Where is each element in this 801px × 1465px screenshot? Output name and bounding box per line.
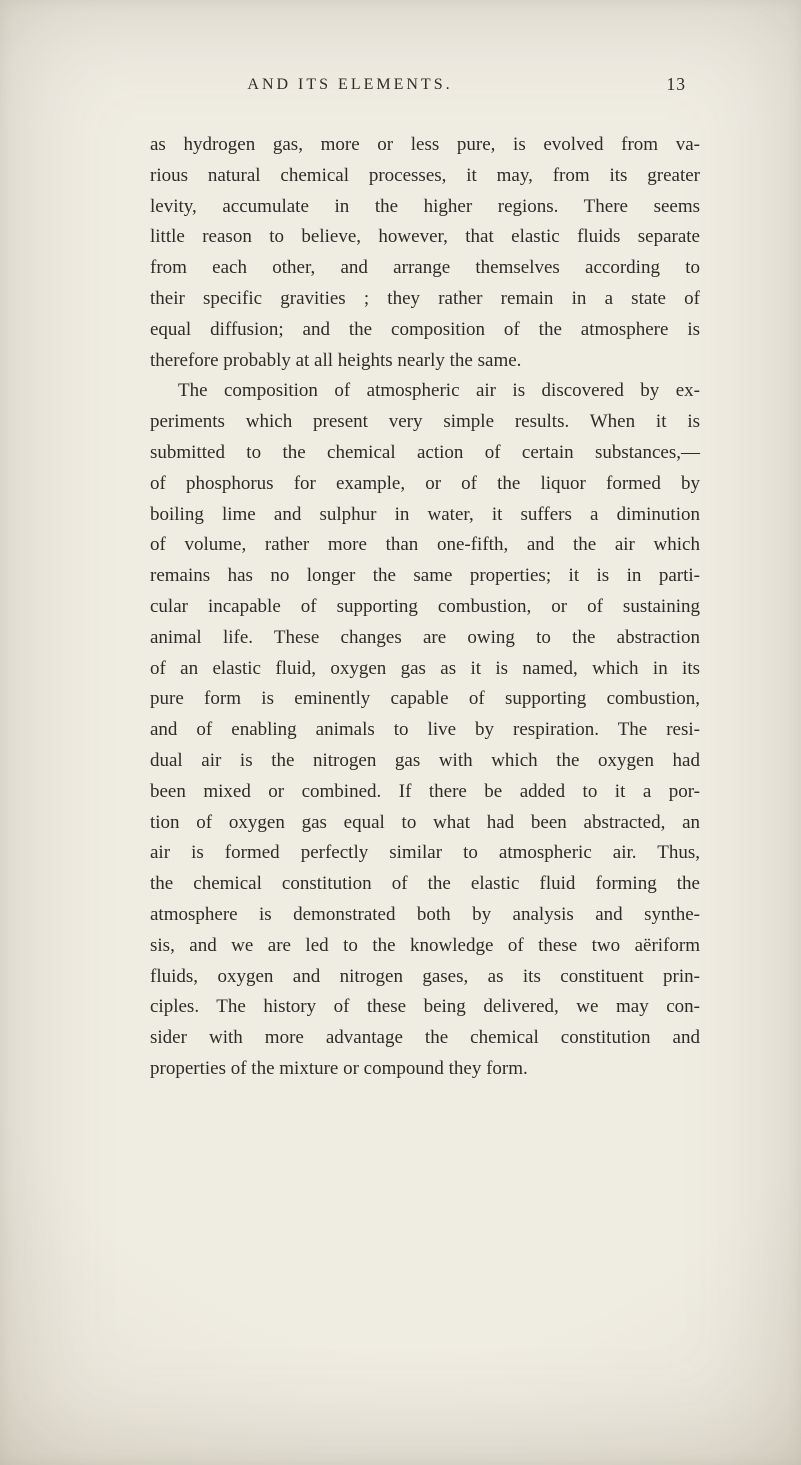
- text-line: the chemical constitution of the elastic fluid forming the: [150, 873, 700, 895]
- text-line: ciples. The history of these being delivered, we may con-: [150, 996, 700, 1018]
- page-body-text: [150, 130, 700, 1085]
- text-line: been mixed or combined. If there be added to it a por-: [150, 780, 700, 802]
- text-line: levity, accumulate in the higher regions. There seems: [150, 195, 700, 217]
- text-line: and of enabling animals to live by respiration. The resi-: [150, 719, 700, 741]
- text-line: air is formed perfectly similar to atmospheric air. Thus,: [150, 842, 700, 864]
- paragraph: [150, 376, 700, 1084]
- text-line: periments which present very simple results. When it is: [150, 411, 700, 433]
- text-line: as hydrogen gas, more or less pure, is evolved from va-: [150, 134, 700, 155]
- text-line: boiling lime and sulphur in water, it suffers a diminution: [150, 503, 700, 525]
- text-line: their specific gravities ; they rather remain in a state of: [150, 287, 700, 309]
- text-line: tion of oxygen gas equal to what had been abstracted, an: [150, 811, 700, 833]
- running-header: [150, 74, 700, 100]
- text-line: cular incapable of supporting combustion, or of sustaining: [150, 595, 700, 617]
- page-number: 13: [666, 74, 686, 94]
- text-line: from each other, and arrange themselves according to: [150, 257, 700, 279]
- text-line: properties of the mixture or compound they form.: [150, 1057, 528, 1079]
- text-line: dual air is the nitrogen gas with which the oxygen had: [150, 749, 700, 771]
- text-line: rious natural chemical processes, it may, from its greater: [150, 164, 700, 186]
- text-line: sider with more advantage the chemical constitution and: [150, 1027, 700, 1049]
- text-line: submitted to the chemical action of certain substances,—: [150, 441, 700, 463]
- text-line: equal diffusion; and the composition of the atmosphere is: [150, 318, 700, 340]
- running-header-title: AND ITS ELEMENTS.: [247, 76, 453, 93]
- text-line: sis, and we are led to the knowledge of these two aëriform: [150, 934, 700, 956]
- text-line: of volume, rather more than one-fifth, and the air which: [150, 534, 700, 556]
- text-line: little reason to believe, however, that elastic fluids separate: [150, 226, 700, 248]
- text-line: pure form is eminently capable of supporting combustion,: [150, 688, 700, 710]
- text-line: of phosphorus for example, or of the liquor formed by: [150, 472, 700, 494]
- text-line: animal life. These changes are owing to the abstraction: [150, 626, 700, 648]
- text-line: remains has no longer the same properties; it is in parti-: [150, 565, 700, 587]
- text-line: of an elastic fluid, oxygen gas as it is named, which in its: [150, 657, 700, 679]
- text-line: atmosphere is demonstrated both by analysis and synthe-: [150, 903, 700, 925]
- paragraph: [150, 130, 700, 376]
- text-line: therefore probably at all heights nearly the same.: [150, 349, 522, 371]
- text-line: fluids, oxygen and nitrogen gases, as its constituent prin-: [150, 965, 700, 987]
- text-line: The composition of atmospheric air is discovered by ex-: [178, 380, 700, 402]
